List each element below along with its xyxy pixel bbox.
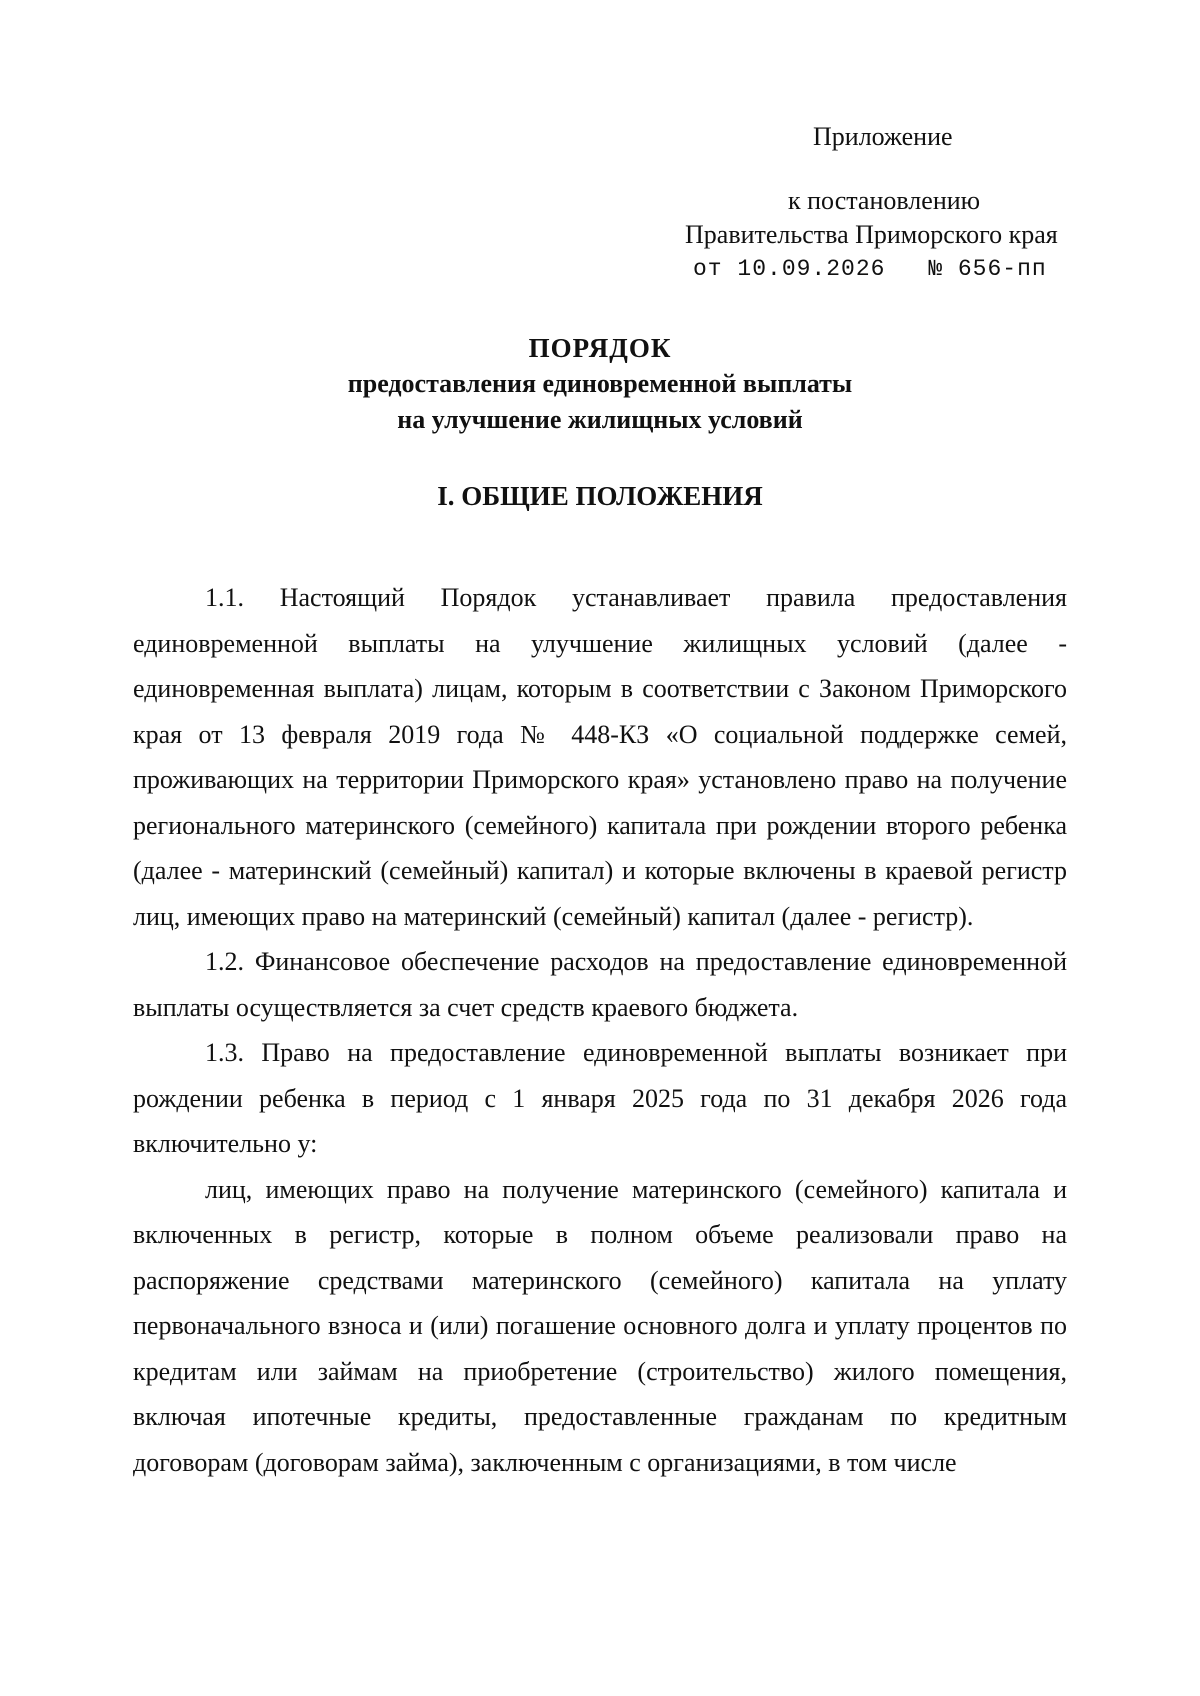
document-body (133, 575, 1067, 1485)
paragraph-1-3: 1.3. Право на предоставление единовременной выплаты возникает при рождении ребенка в период с 1 января 2025 года по 31 декабря 2026 года включительно у: (133, 1038, 1067, 1158)
document-subtitle-line-1: предоставления единовременной выплаты (347, 369, 853, 398)
date-prefix: от (693, 256, 723, 282)
section-heading: I. ОБЩИЕ ПОЛОЖЕНИЯ (437, 481, 763, 511)
appendix-label: Приложение (813, 122, 953, 151)
paragraph-recipients: лиц, имеющих право на получение материнского (семейного) капитала и включенных в регистр, которые в полном объеме реализовали право на распоряжение средствами материнского (семейного) капитала на уплату первоначального взноса и (или) погашение основного долга и уплату процентов по кредитам или займам на приобретение (строительство) жилого помещения, включая ипотечные кредиты, предоставленные гражданам по кредитным договорам (договорам займа), заключенным с организациями, в том числе (133, 1174, 1067, 1477)
document-title: ПОРЯДОК (528, 333, 672, 363)
paragraph-1-1: 1.1. Настоящий Порядок устанавливает правила предоставления единовременной выплаты на улучшение жилищных условий (далее - единовременная выплата) лицам, которым в соответствии с Законом Приморского края от 13 февраля 2019 года № 448-КЗ «О социальной поддержке семей, проживающих на территории Приморского края» установлено право на получение регионального материнского (семейного) капитала при рождении второго ребенка (далее - материнский (семейный) капитал) и которые включены в краевой регистр лиц, имеющих право на материнский (семейный) капитал (далее - регистр). (133, 583, 1067, 931)
decree-number: № 656-пп (928, 256, 1047, 282)
paragraph-1-2: 1.2. Финансовое обеспечение расходов на предоставление единовременной выплаты осуществляется за счет средств краевого бюджета. (133, 947, 1067, 1022)
document-subtitle-line-2: на улучшение жилищных условий (397, 405, 803, 434)
appendix-date-line (693, 254, 1047, 284)
document-title-block (130, 330, 1070, 438)
appendix-reference-line: к постановлению (788, 186, 981, 215)
decree-date: 10.09.2026 (737, 256, 886, 282)
appendix-authority-line: Правительства Приморского края (685, 220, 1058, 249)
